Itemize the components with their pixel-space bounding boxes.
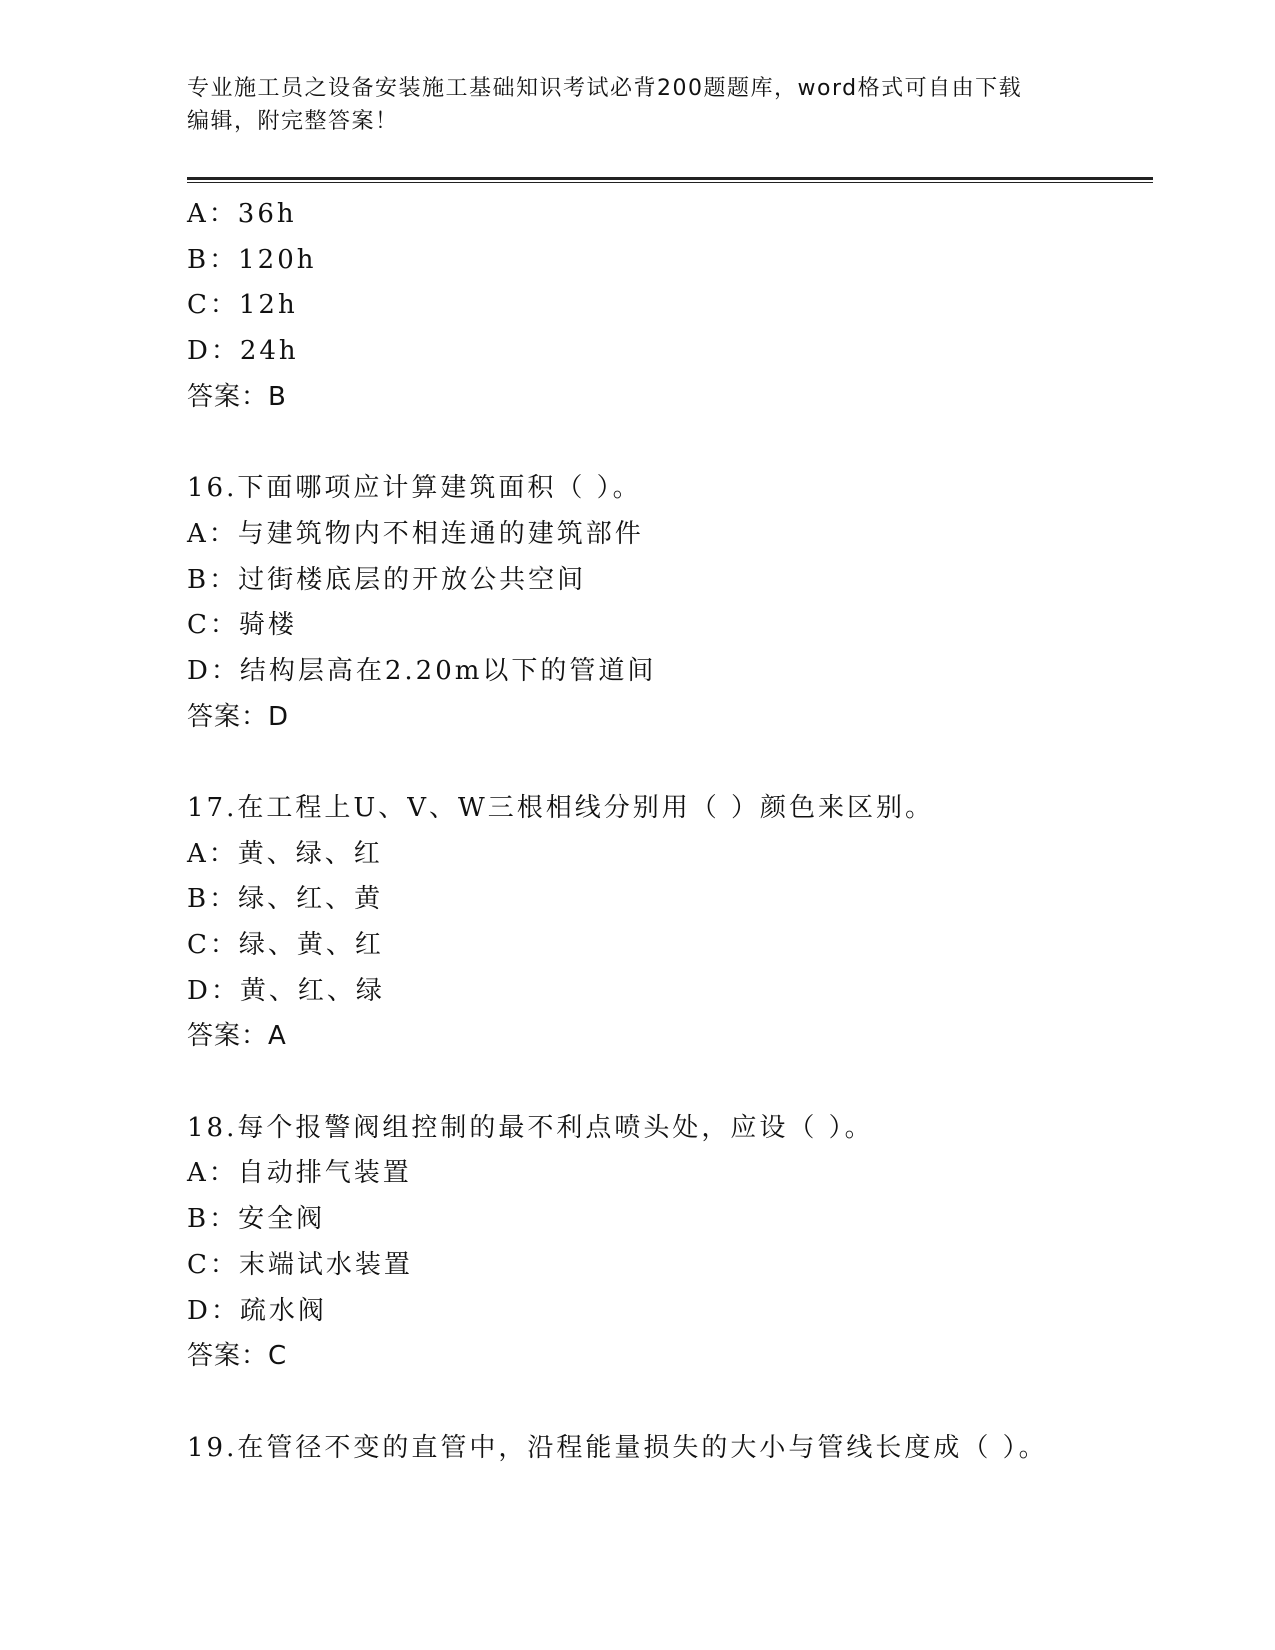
option-a: A：自动排气装置	[187, 1158, 412, 1189]
option-a: A：与建筑物内不相连通的建筑部件	[187, 518, 644, 549]
option-c: C：末端试水装置	[187, 1249, 413, 1280]
option-c: C：12h	[187, 290, 298, 321]
question-block-17	[187, 786, 1147, 1060]
header-rule-thin	[187, 182, 1153, 183]
answer-text: 答案：A	[187, 1021, 287, 1052]
option-b: B：安全阀	[187, 1204, 326, 1235]
option-a: A：黄、绿、红	[187, 838, 383, 869]
option-d: D：结构层高在2.20m以下的管道间	[187, 655, 657, 686]
option-d: D：24h	[187, 336, 299, 367]
question-block-18	[187, 1106, 1147, 1380]
option-a: A：36h	[187, 199, 297, 229]
option-d: D：疏水阀	[187, 1295, 327, 1326]
option-b: B：120h	[187, 244, 317, 275]
question-text: 17.在工程上U、V、W三根相线分别用（ ）颜色来区别。	[187, 792, 935, 823]
option-d: D：黄、红、绿	[187, 975, 385, 1006]
spacer	[187, 1380, 1147, 1426]
question-block-15	[187, 192, 1147, 420]
option-b: B：过街楼底层的开放公共空间	[187, 564, 587, 595]
header-title-line-1: 专业施工员之设备安装施工基础知识考试必背200题题库，word格式可自由下载	[187, 76, 1023, 101]
answer-text: 答案：D	[187, 701, 290, 732]
question-block-19	[187, 1426, 1147, 1472]
document-header	[187, 72, 1087, 138]
answer-text: 答案：B	[187, 381, 287, 412]
question-text: 19.在管径不变的直管中，沿程能量损失的大小与管线长度成（ ）。	[187, 1432, 1048, 1463]
spacer	[187, 1060, 1147, 1106]
spacer	[187, 420, 1147, 466]
option-c: C：骑楼	[187, 610, 297, 641]
question-list	[187, 192, 1147, 1471]
question-text: 18.每个报警阀组控制的最不利点喷头处，应设（ ）。	[187, 1112, 874, 1143]
option-c: C：绿、黄、红	[187, 930, 384, 960]
header-rule-thick	[187, 177, 1153, 180]
option-b: B：绿、红、黄	[187, 884, 384, 915]
question-text: 16.下面哪项应计算建筑面积（ ）。	[187, 473, 642, 504]
question-block-16	[187, 466, 1147, 740]
spacer	[187, 740, 1147, 786]
answer-text: 答案：C	[187, 1341, 288, 1372]
header-title-line-2: 编辑，附完整答案！	[187, 109, 399, 134]
